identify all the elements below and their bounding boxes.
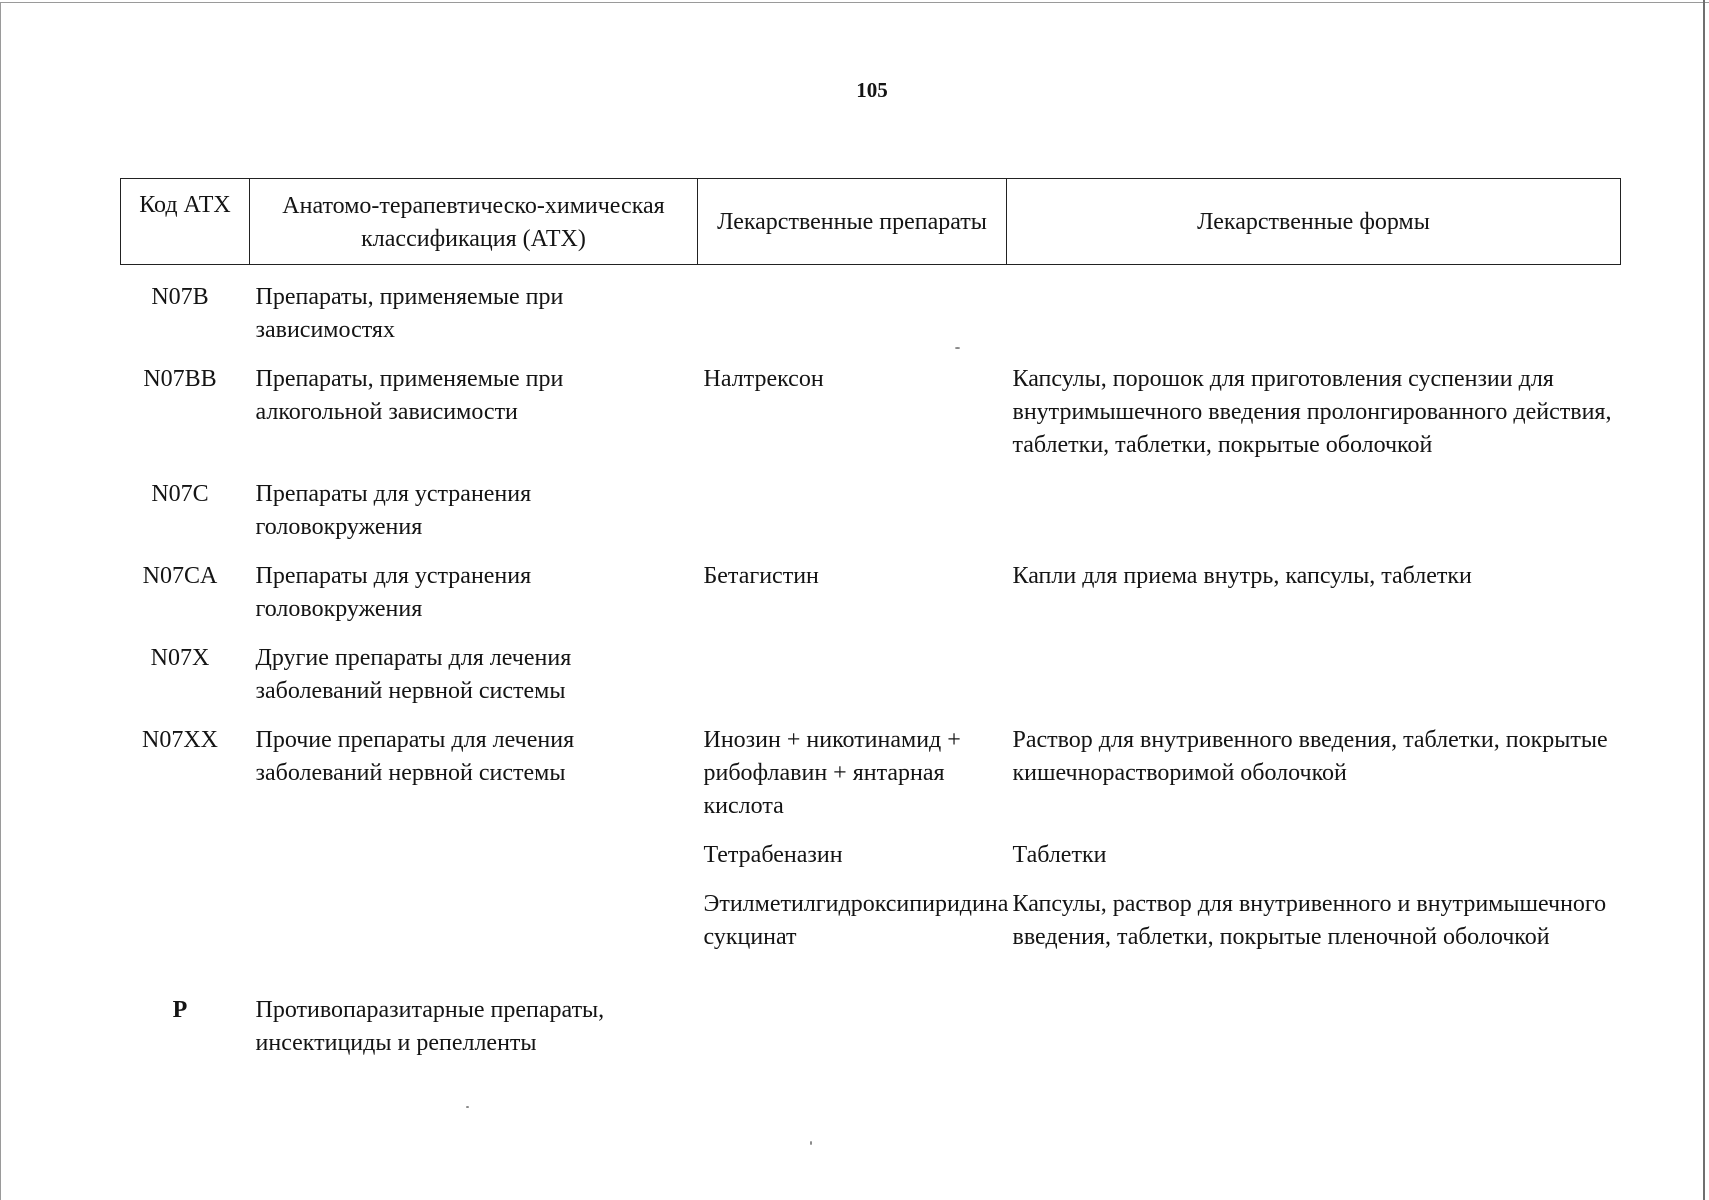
- atx-code-cell: N07B: [151, 284, 209, 310]
- forms-cell: [1007, 265, 1621, 364]
- forms-cell: [1007, 970, 1621, 1076]
- scan-speck: [810, 1141, 812, 1145]
- page-number: 105: [856, 78, 888, 102]
- drug-cell: [698, 970, 1007, 1076]
- classification-cell: Прочие препараты для лечения заболеваний нервной системы: [255, 727, 575, 786]
- header-drugs: Лекарственные препараты: [698, 179, 1007, 265]
- drug-cell: Этилметилгидроксипиридина сукцинат: [703, 891, 1009, 950]
- classification-cell: Препараты, применяемые при алкогольной зависимости: [255, 366, 564, 425]
- table-row: [121, 724, 1621, 839]
- forms-cell: Таблетки: [1012, 842, 1107, 868]
- drug-cell: [698, 265, 1007, 364]
- atx-table: [120, 178, 1621, 1076]
- header-dosage-forms: Лекарственные формы: [1007, 179, 1621, 265]
- page-border-right: [1703, 0, 1705, 1200]
- classification-cell: [250, 839, 698, 888]
- table-row: [121, 265, 1621, 364]
- drug-cell: Бетагистин: [703, 563, 819, 589]
- page-border-left: [0, 2, 1, 1200]
- atx-code-cell: N07CA: [142, 563, 218, 589]
- header-atx-classification: Анатомо-терапевтическо-химическая классификация (АТХ): [250, 179, 698, 265]
- atx-code-cell: N07X: [150, 645, 210, 671]
- header-atx-code: Код АТХ: [121, 179, 250, 265]
- atx-code-cell: [121, 839, 250, 888]
- drug-cell: Тетрабеназин: [703, 842, 843, 868]
- classification-cell: Препараты, применяемые при зависимостях: [255, 284, 564, 343]
- table-row: [121, 363, 1621, 478]
- classification-cell: Другие препараты для лечения заболеваний нервной системы: [255, 645, 572, 704]
- classification-cell: Препараты для устранения головокружения: [255, 563, 532, 622]
- forms-cell: Капсулы, порошок для приготовления суспензии для внутримышечного введения пролонгированного действия, таблетки, таблетки, покрытые оболочкой: [1012, 366, 1612, 458]
- atx-code-cell: [121, 888, 250, 970]
- table-header-row: [121, 179, 1621, 265]
- atx-code-cell: N07BB: [143, 366, 217, 392]
- drug-cell: [698, 642, 1007, 724]
- drug-cell: Инозин + никотинамид + рибофлавин + янтарная кислота: [703, 727, 961, 819]
- forms-cell: Раствор для внутривенного введения, таблетки, покрытые кишечнорастворимой оболочкой: [1012, 727, 1608, 786]
- page-border-top: [0, 2, 1709, 3]
- forms-cell: [1007, 642, 1621, 724]
- table-row: [121, 839, 1621, 888]
- table-row: [121, 642, 1621, 724]
- table-row: [121, 478, 1621, 560]
- table-row: [121, 560, 1621, 642]
- classification-cell: Противопаразитарные препараты, инсектициды и репелленты: [255, 997, 605, 1056]
- atx-code-cell: P: [172, 997, 188, 1023]
- forms-cell: Капли для приема внутрь, капсулы, таблетки: [1012, 563, 1472, 589]
- atx-code-cell: N07XX: [142, 727, 218, 753]
- atx-code-cell: N07C: [151, 481, 209, 507]
- table-row: [121, 970, 1621, 1076]
- classification-cell: [250, 888, 698, 970]
- classification-cell: Препараты для устранения головокружения: [255, 481, 532, 540]
- forms-cell: Капсулы, раствор для внутривенного и внутримышечного введения, таблетки, покрытые пленочной оболочкой: [1012, 891, 1607, 950]
- scan-speck: [955, 347, 960, 349]
- scan-speck: [466, 1106, 469, 1108]
- forms-cell: [1007, 478, 1621, 560]
- drug-cell: [698, 478, 1007, 560]
- drug-cell: Налтрексон: [703, 366, 824, 392]
- table-row: [121, 888, 1621, 970]
